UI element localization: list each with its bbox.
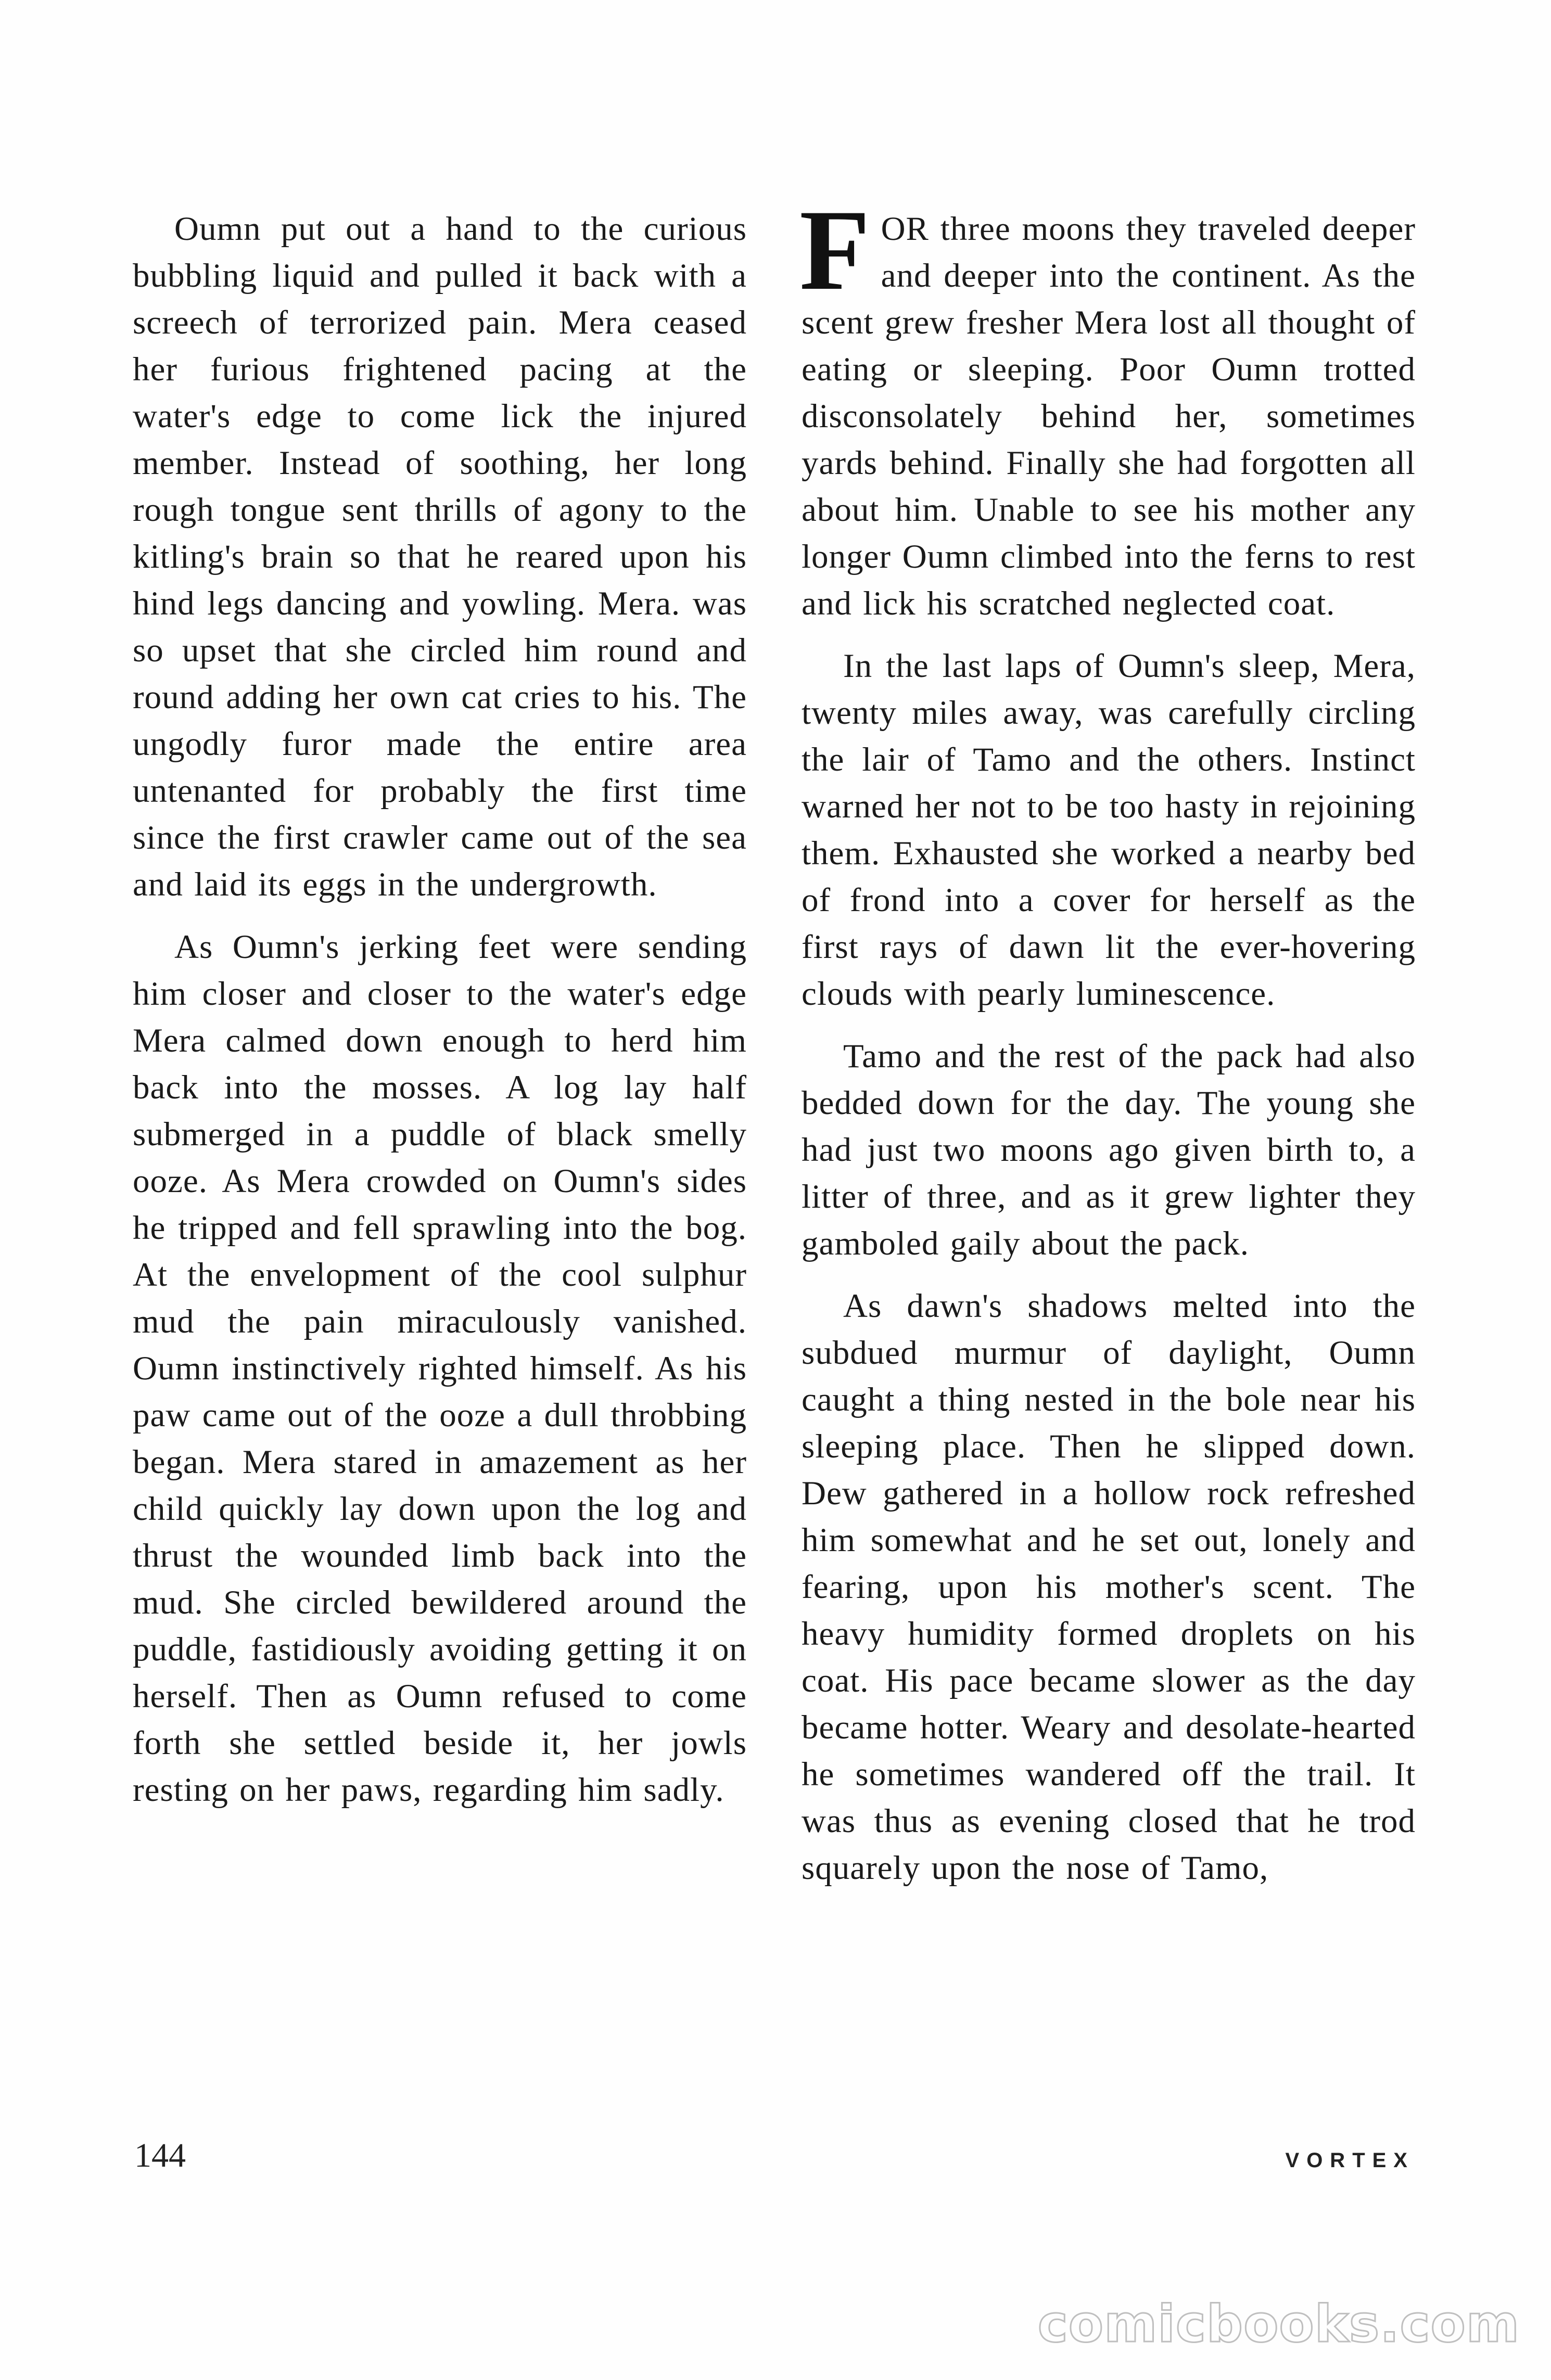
left-text-column <box>133 206 747 1829</box>
right-paragraph-2: In the last laps of Oumn's sleep, Mera, twenty miles away, was carefully circling the lair of Tamo and the others. Instinct warned her not to be too hasty in rejoining them. Exhausted she worked a nearby bed of frond into a cover for herself as the first rays of dawn lit the ever-hovering clouds with pearly luminescence. <box>802 647 1416 1013</box>
right-paragraph-1 <box>799 186 1416 627</box>
magazine-title-footer: VORTEX <box>1285 2149 1415 2172</box>
right-paragraph-4: As dawn's shadows melted into the subdued murmur of daylight, Oumn caught a thing nested in the bole near his sleeping place. Then he slipped down. Dew gathered in a hollow rock refreshed him somewhat and he set out, lonely and fearing, upon his mother's scent. The heavy humidity formed droplets on his coat. His pace became slower as the day became hotter. Weary and desolate-hearted he sometimes wandered off the trail. It was thus as evening closed that he trod squarely upon the nose of Tamo, <box>802 1287 1416 1887</box>
left-paragraph-2: As Oumn's jerking feet were sending him closer and closer to the water's edge Mera calmed down enough to herd him back into the mosses. A log lay half submerged in a puddle of black smelly ooze. As Mera crowded on Oumn's sides he tripped and fell sprawling into the bog. At the envelopment of the cool sulphur mud the pain miraculously vanished. Oumn instinctively righted himself. As his paw came out of the ooze a dull throbbing began. Mera stared in amazement as her child quickly lay down upon the log and thrust the wounded limb back into the mud. She circled bewildered around the puddle, fastidiously avoiding getting it on herself. Then as Oumn refused to come forth she settled beside it, her jowls resting on her paws, regarding him sadly. <box>133 928 747 1809</box>
drop-cap-letter: F <box>799 186 871 314</box>
page-number: 144 <box>134 2136 186 2174</box>
right-text-column <box>799 186 1416 1907</box>
left-paragraph-1: Oumn put out a hand to the curious bubbling liquid and pulled it back with a screech of terrorized pain. Mera ceased her furious frightened pacing at the water's edge to come lick the injured member. Instead of soothing, her long rough tongue sent thrills of agony to the kitling's brain so that he reared upon his hind legs dancing and yowling. Mera. was so upset that she circled him round and round adding her own cat cries to his. The ungodly furor made the entire area untenanted for probably the first time since the first crawler came out of the sea and laid its eggs in the undergrowth. <box>133 210 747 903</box>
right-paragraph-3: Tamo and the rest of the pack had also bedded down for the day. The young she had just two moons ago given birth to, a litter of three, and as it grew lighter they gamboled gaily about the pack. <box>802 1038 1416 1262</box>
right-paragraph-1-text: OR three moons they traveled deeper and deeper into the continent. As the scent grew fresher Mera lost all thought of eating or sleeping. Poor Oumn trotted disconsolately behind her, sometimes yards behind. Finally she had forgotten all about him. Unable to see his mother any longer Oumn climbed into the ferns to rest and lick his scratched neglected coat. <box>802 210 1416 622</box>
watermark-logo: comicbooks.com <box>1037 2295 1520 2354</box>
